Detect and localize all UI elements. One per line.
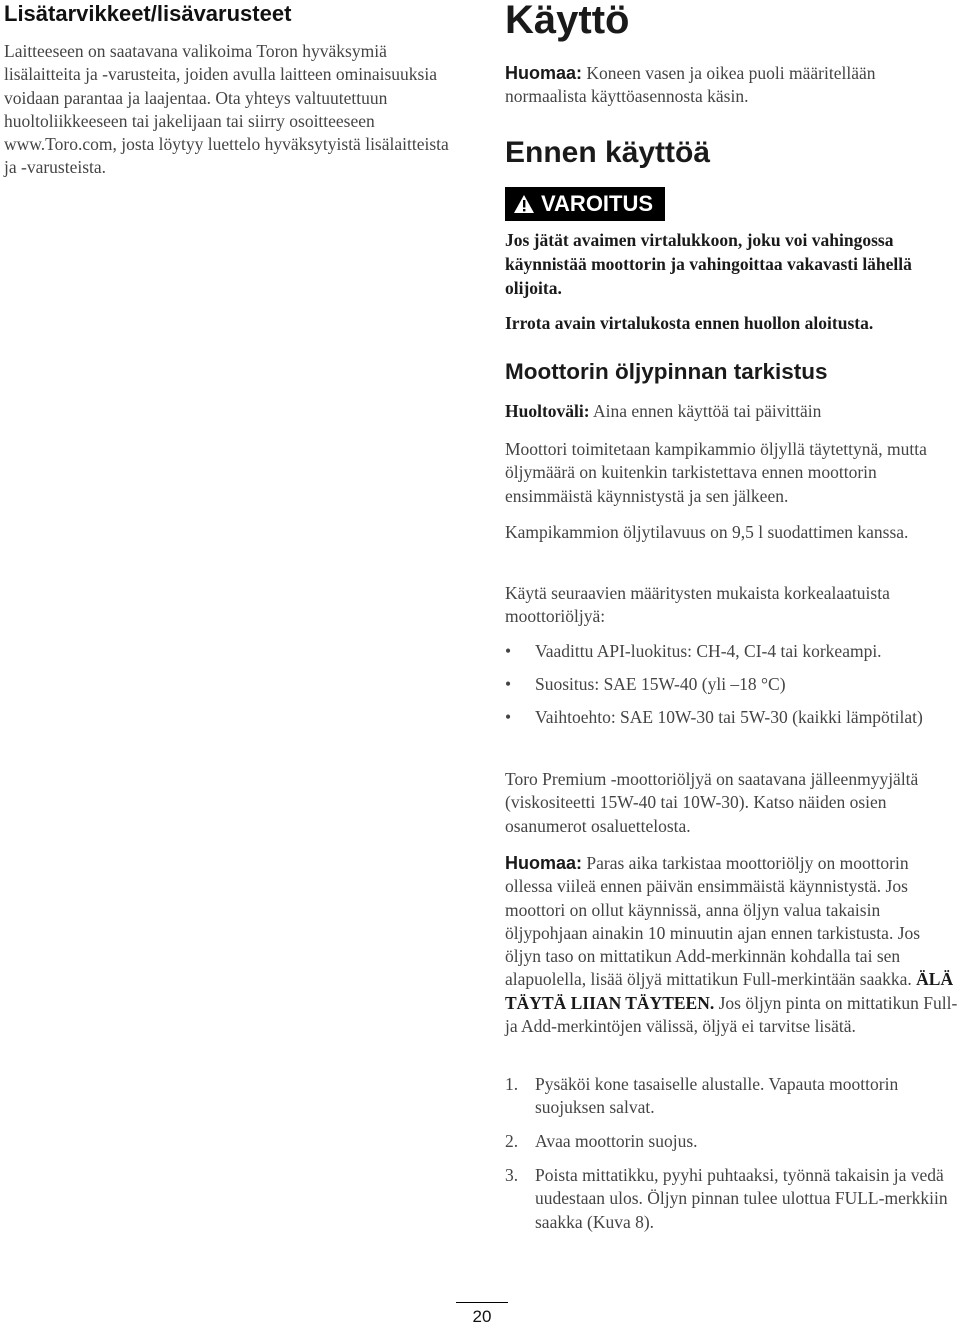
oil-paragraph-1: Moottori toimitetaan kampikammio öljyllä täytettynä, mutta öljymäärä on kuitenkin tarkistettava ennen moottorin ensimmäistä käynnistystä ja sen jälkeen. bbox=[505, 439, 927, 506]
page-title: Käyttö bbox=[505, 0, 630, 42]
list-item bbox=[505, 640, 960, 664]
accessories-paragraph: Laitteeseen on saatavana valikoima Toron hyväksymiä lisälaitteita ja -varusteita, joiden avulla laitteen ominaisuuksia voidaan parantaa ja laajentaa. Ota yhteys valtuutettuun huoltoliikkeeseen tai jakelijaan tai siirry osoitteeseen www.Toro.com, josta löytyy luettelo hyväksytyistä lisälaitteista ja -varusteista. bbox=[4, 41, 449, 178]
step-text: Poista mittatikku, pyyhi puhtaaksi, työnnä takaisin ja vedä uudestaan ulos. Öljyn pinnan tulee ulottua FULL-merkkiin saakka (Kuva 8). bbox=[535, 1165, 948, 1232]
note-label: Huomaa: bbox=[505, 853, 583, 873]
bullet-mark: • bbox=[505, 707, 512, 727]
note-text: Paras aika tarkistaa moottoriöljy on moottorin ollessa viileä ennen päivän ensimmäistä käynnistystä. Jos moottori on ollut käynnissä, anna öljyn valua takaisin öljypohjaan ainakin 10 minuutin ajan ennen tarkistusta. Jos öljyn taso on mittatikun Add-merkinnän kohdalla tai sen alapuolella, lisää öljyä mittatikun Full-merkintään saakka. bbox=[505, 853, 921, 990]
bullet-mark: • bbox=[505, 674, 512, 694]
note-text: Koneen vasen ja oikea puoli määritellään normaalista käyttöasennosta käsin. bbox=[505, 63, 876, 107]
service-label: Huoltoväli: bbox=[505, 401, 590, 421]
oil-paragraph-3: Käytä seuraavien määritysten mukaista korkealaatuista moottoriöljyä: bbox=[505, 583, 890, 627]
step-number: 2. bbox=[505, 1131, 519, 1151]
warning-instruction: Irrota avain virtalukosta ennen huollon aloitusta. bbox=[505, 313, 874, 333]
list-item bbox=[505, 1164, 960, 1236]
step-number: 1. bbox=[505, 1074, 519, 1094]
service-text: Aina ennen käyttöä tai päivittäin bbox=[593, 401, 822, 421]
list-item bbox=[505, 673, 960, 697]
warning-triangle-icon bbox=[513, 194, 535, 214]
oil-paragraph-4: Toro Premium -moottoriöljyä on saatavana jälleenmyyjältä (viskositeetti 15W-40 tai 10W-30). Katso näiden osien osanumerot osaluettelosta. bbox=[505, 769, 919, 836]
list-item bbox=[505, 1130, 960, 1154]
warning-text: Jos jätät avaimen virtalukkoon, joku voi vahingossa käynnistää moottorin ja vahingoittaa vakavasti lähellä olijoita. bbox=[505, 230, 912, 298]
note-label: Huomaa: bbox=[505, 63, 583, 83]
list-item bbox=[505, 1073, 960, 1121]
page-number: 20 bbox=[472, 1307, 492, 1326]
note-orientation bbox=[505, 62, 960, 109]
step-number: 3. bbox=[505, 1165, 519, 1185]
bullet-text: Vaihtoehto: SAE 10W-30 tai 5W-30 (kaikki lämpötilat) bbox=[535, 707, 923, 727]
step-text: Pysäköi kone tasaiselle alustalle. Vapauta moottorin suojuksen salvat. bbox=[535, 1074, 899, 1118]
accessories-heading: Lisätarvikkeet/lisävarusteet bbox=[4, 1, 292, 26]
list-item bbox=[505, 706, 960, 754]
warning-badge bbox=[505, 187, 665, 221]
subsection-heading: Moottorin öljypinnan tarkistus bbox=[505, 359, 828, 384]
oil-paragraph-2: Kampikammion öljytilavuus on 9,5 l suodattimen kanssa. bbox=[505, 522, 909, 542]
note-text-continued: Jos öljyn pinta on mittatikun Full- ja Add-merkintöjen välissä, öljyä ei tarvitse lisätä. bbox=[505, 992, 958, 1037]
note-warning-bold: ÄLÄ TÄYTÄ LIIAN TÄYTEEN. bbox=[505, 969, 954, 1013]
bullet-mark: • bbox=[505, 641, 512, 661]
bullet-text: Suositus: SAE 15W-40 (yli –18 °C) bbox=[535, 674, 786, 694]
bullet-text: Vaadittu API-luokitus: CH-4, CI-4 tai korkeampi. bbox=[535, 641, 882, 661]
footer-rule bbox=[456, 1302, 508, 1303]
service-interval bbox=[505, 400, 960, 423]
section-heading: Ennen käyttöä bbox=[505, 136, 711, 169]
step-text: Avaa moottorin suojus. bbox=[535, 1131, 698, 1151]
warning-label: VAROITUS bbox=[541, 191, 654, 216]
note-oil-check bbox=[505, 852, 960, 1038]
